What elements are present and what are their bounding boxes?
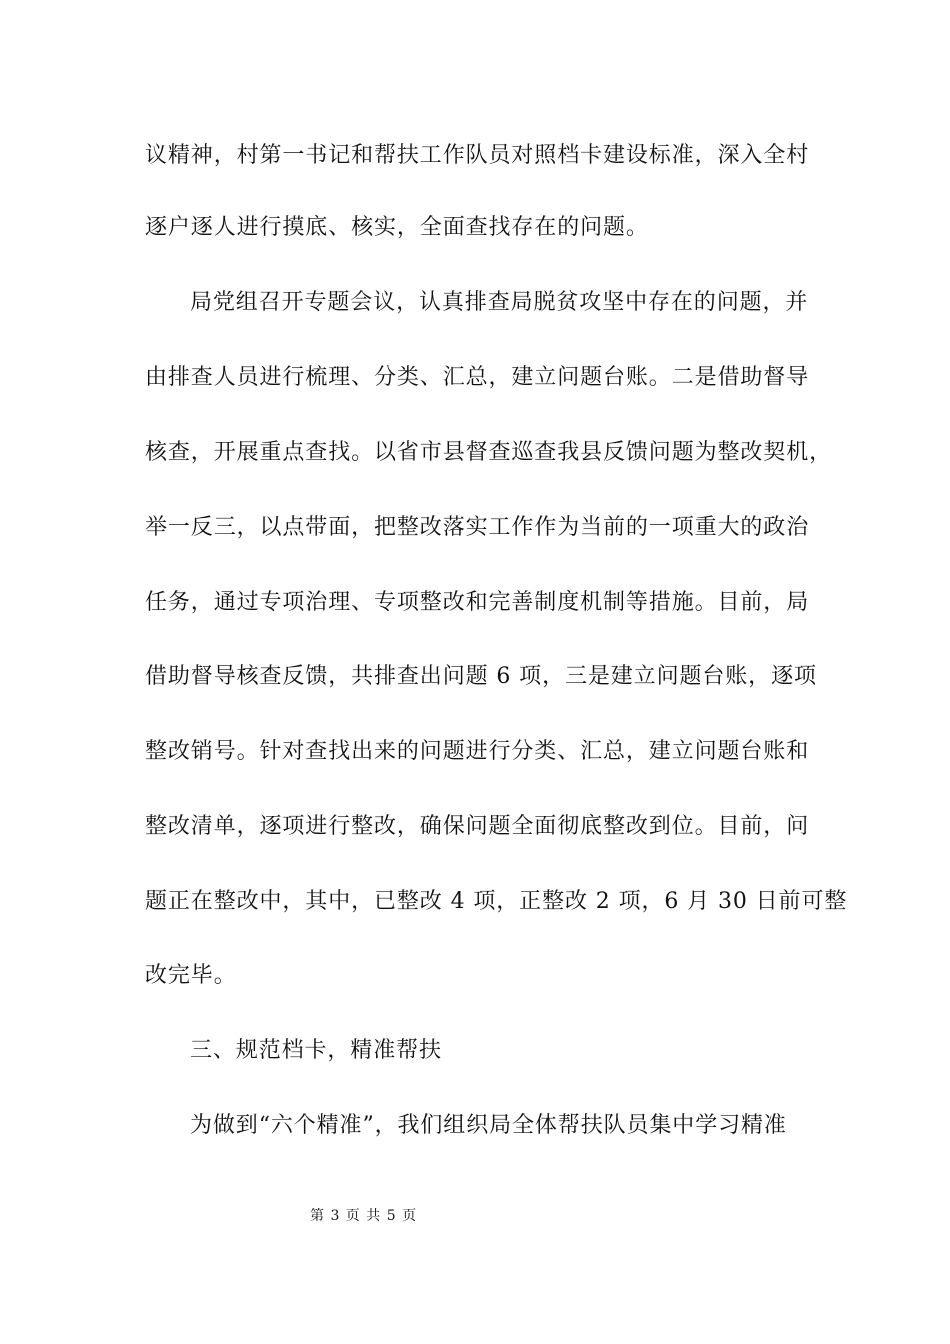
text-line: 改完毕。 — [145, 963, 237, 988]
text-line: 核查，开展重点查找。以省市县督查巡查我县反馈问题为整改契机， — [145, 440, 833, 465]
text-line: 举一反三，以点带面，把整改落实工作作为当前的一项重大的政治 — [145, 515, 810, 540]
text-line: 议精神，村第一书记和帮扶工作队员对照档卡建设标准，深入全村 — [145, 143, 810, 168]
text-line: 题正在整改中，其中，已整改 4 项，正整改 2 项，6 月 30 日前可整 — [145, 889, 848, 914]
text-line: 由排查人员进行梳理、分类、汇总，建立问题台账。二是借助督导 — [145, 365, 810, 390]
text-line: 整改销号。针对查找出来的问题进行分类、汇总，建立问题台账和 — [145, 739, 810, 764]
text-line: 逐户逐人进行摸底、核实，全面查找存在的问题。 — [145, 215, 649, 240]
paragraph-start-line: 为做到“六个精准”，我们组织局全体帮扶队员集中学习精准 — [190, 1113, 787, 1138]
section-heading: 三、规范档卡，精准帮扶 — [190, 1038, 442, 1063]
paragraph-start-line: 局党组召开专题会议，认真排查局脱贫攻坚中存在的问题，并 — [190, 290, 809, 315]
text-line: 任务，通过专项治理、专项整改和完善制度机制等措施。目前，局 — [145, 590, 810, 615]
text-line: 借助督导核查反馈，共排查出问题 6 项，三是建立问题台账，逐项 — [145, 664, 817, 689]
text-line: 整改清单，逐项进行整改，确保问题全面彻底整改到位。目前，问 — [145, 814, 810, 839]
page-footer: 第 3 页 共 5 页 — [310, 1208, 418, 1224]
